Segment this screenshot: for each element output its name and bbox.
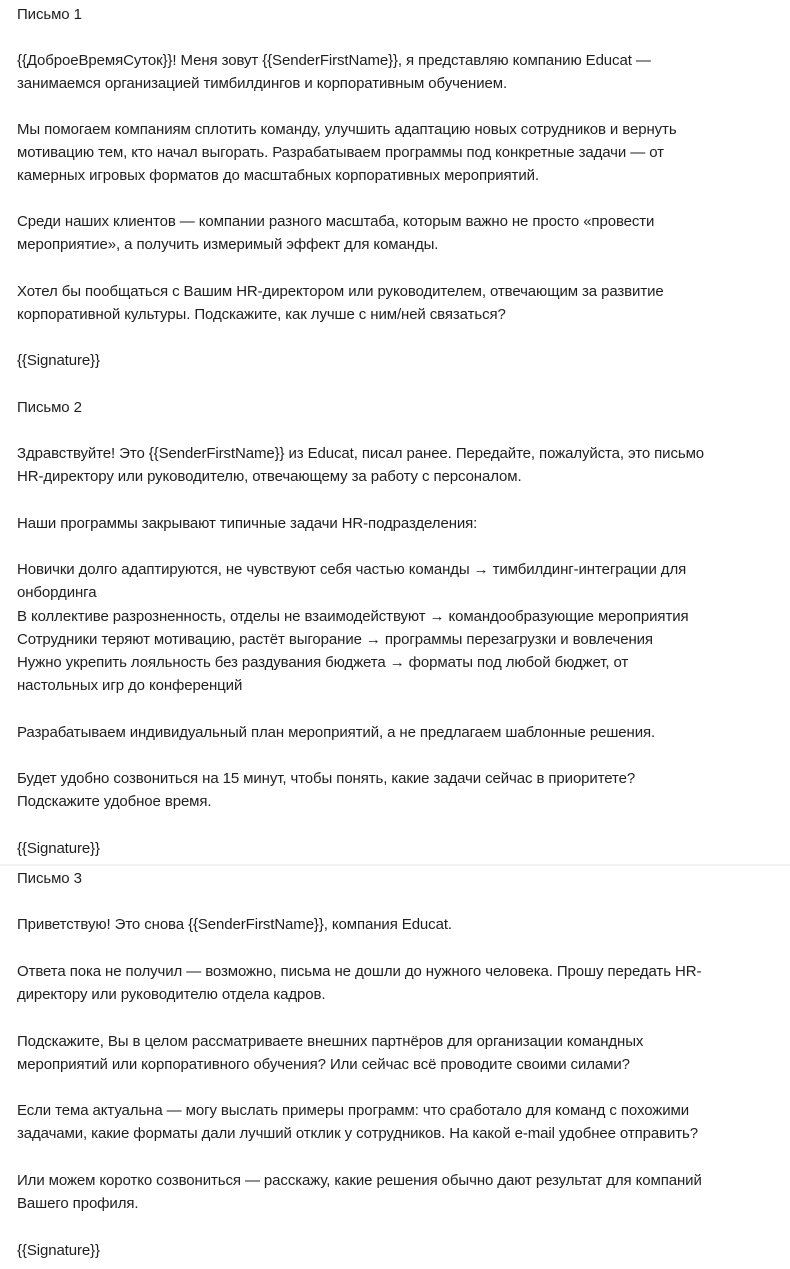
screenshot-part-2 [0,866,790,1269]
letter-1-line: мотивацию тем, кто начал выгорать. Разрабатываем программы под конкретные задачи — от [17,144,664,161]
letter-3-line: мероприятий или корпоративного обучения? Или сейчас всё проводите своими силами? [17,1056,630,1073]
letter-1-title: Письмо 1 [17,6,82,23]
letter-3-line: Ответа пока не получил — возможно, письма не дошли до нужного человека. Прошу передать HR- [17,963,702,980]
letter-1-line: Среди наших клиентов — компании разного масштаба, которым важно не просто «провести [17,213,655,230]
letter-3-title: Письмо 3 [17,870,82,887]
letter-2-line: Наши программы закрывают типичные задачи HR-подразделения: [17,515,478,532]
letter-2-title: Письмо 2 [17,399,82,416]
letter-1-line: мероприятие», а получить измеримый эффект для команды. [17,236,439,253]
letter-3-signature: {{Signature}} [17,1242,100,1259]
letter-3-line: Вашего профиля. [17,1195,139,1212]
letter-2-signature: {{Signature}} [17,840,100,857]
letter-1-line: корпоративной культуры. Подскажите, как лучше с ним/ней связаться? [17,306,506,323]
letter-2-line: Подскажите удобное время. [17,793,212,810]
letter-2-line: Разрабатываем индивидуальный план мероприятий, а не предлагаем шаблонные решения. [17,724,656,741]
letter-1-line: занимаемся организацией тимбилдингов и корпоративным обучением. [17,75,508,92]
letter-3-line: директору или руководителю отдела кадров. [17,986,326,1003]
letter-1-line: {{ДоброеВремяСуток}}! Меня зовут {{SenderFirstName}}, я представляю компанию Educat — [17,52,651,69]
letter-2-list-item: настольных игр до конференций [17,677,243,694]
letter-2-list-item: Сотрудники теряют мотивацию, растёт выгорание → программы перезагрузки и вовлечения [17,631,653,648]
letter-2-list-item: Нужно укрепить лояльность без раздувания бюджета → форматы под любой бюджет, от [17,654,629,671]
letter-2-line: HR-директору или руководителю, отвечающему за работу с персоналом. [17,468,522,485]
letter-1-line: Хотел бы пообщаться с Вашим HR-директором или руководителем, отвечающим за развитие [17,283,664,300]
letter-1-line: Мы помогаем компаниям сплотить команду, улучшить адаптацию новых сотрудников и вернуть [17,121,677,138]
letter-2-list-item: В коллективе разрозненность, отделы не взаимодействуют → командообразующие мероприятия [17,608,689,625]
letter-2-line: Будет удобно созвониться на 15 минут, чтобы понять, какие задачи сейчас в приоритете? [17,770,636,787]
letter-1-line: камерных игровых форматов до масштабных корпоративных мероприятий. [17,167,539,184]
letter-3-line: Подскажите, Вы в целом рассматриваете внешних партнёров для организации командных [17,1033,644,1050]
letter-2-line: Здравствуйте! Это {{SenderFirstName}} из Educat, писал ранее. Передайте, пожалуйста, это письмо [17,445,705,462]
letter-3-line: Если тема актуальна — могу выслать примеры программ: что сработало для команд с похожими [17,1102,689,1119]
letter-2-list-item: онбординга [17,584,97,601]
letter-3-line: Приветствую! Это снова {{SenderFirstName}}, компания Educat. [17,916,452,933]
letter-2-list-item: Новички долго адаптируются, не чувствуют себя частью команды → тимбилдинг-интеграции для [17,561,687,578]
letter-1-signature: {{Signature}} [17,352,100,369]
letter-3-line: задачами, какие форматы дали лучший отклик у сотрудников. На какой e-mail удобнее отправить? [17,1125,698,1142]
letter-3-line: Или можем коротко созвониться — расскажу, какие решения обычно дают результат для компаний [17,1172,702,1189]
